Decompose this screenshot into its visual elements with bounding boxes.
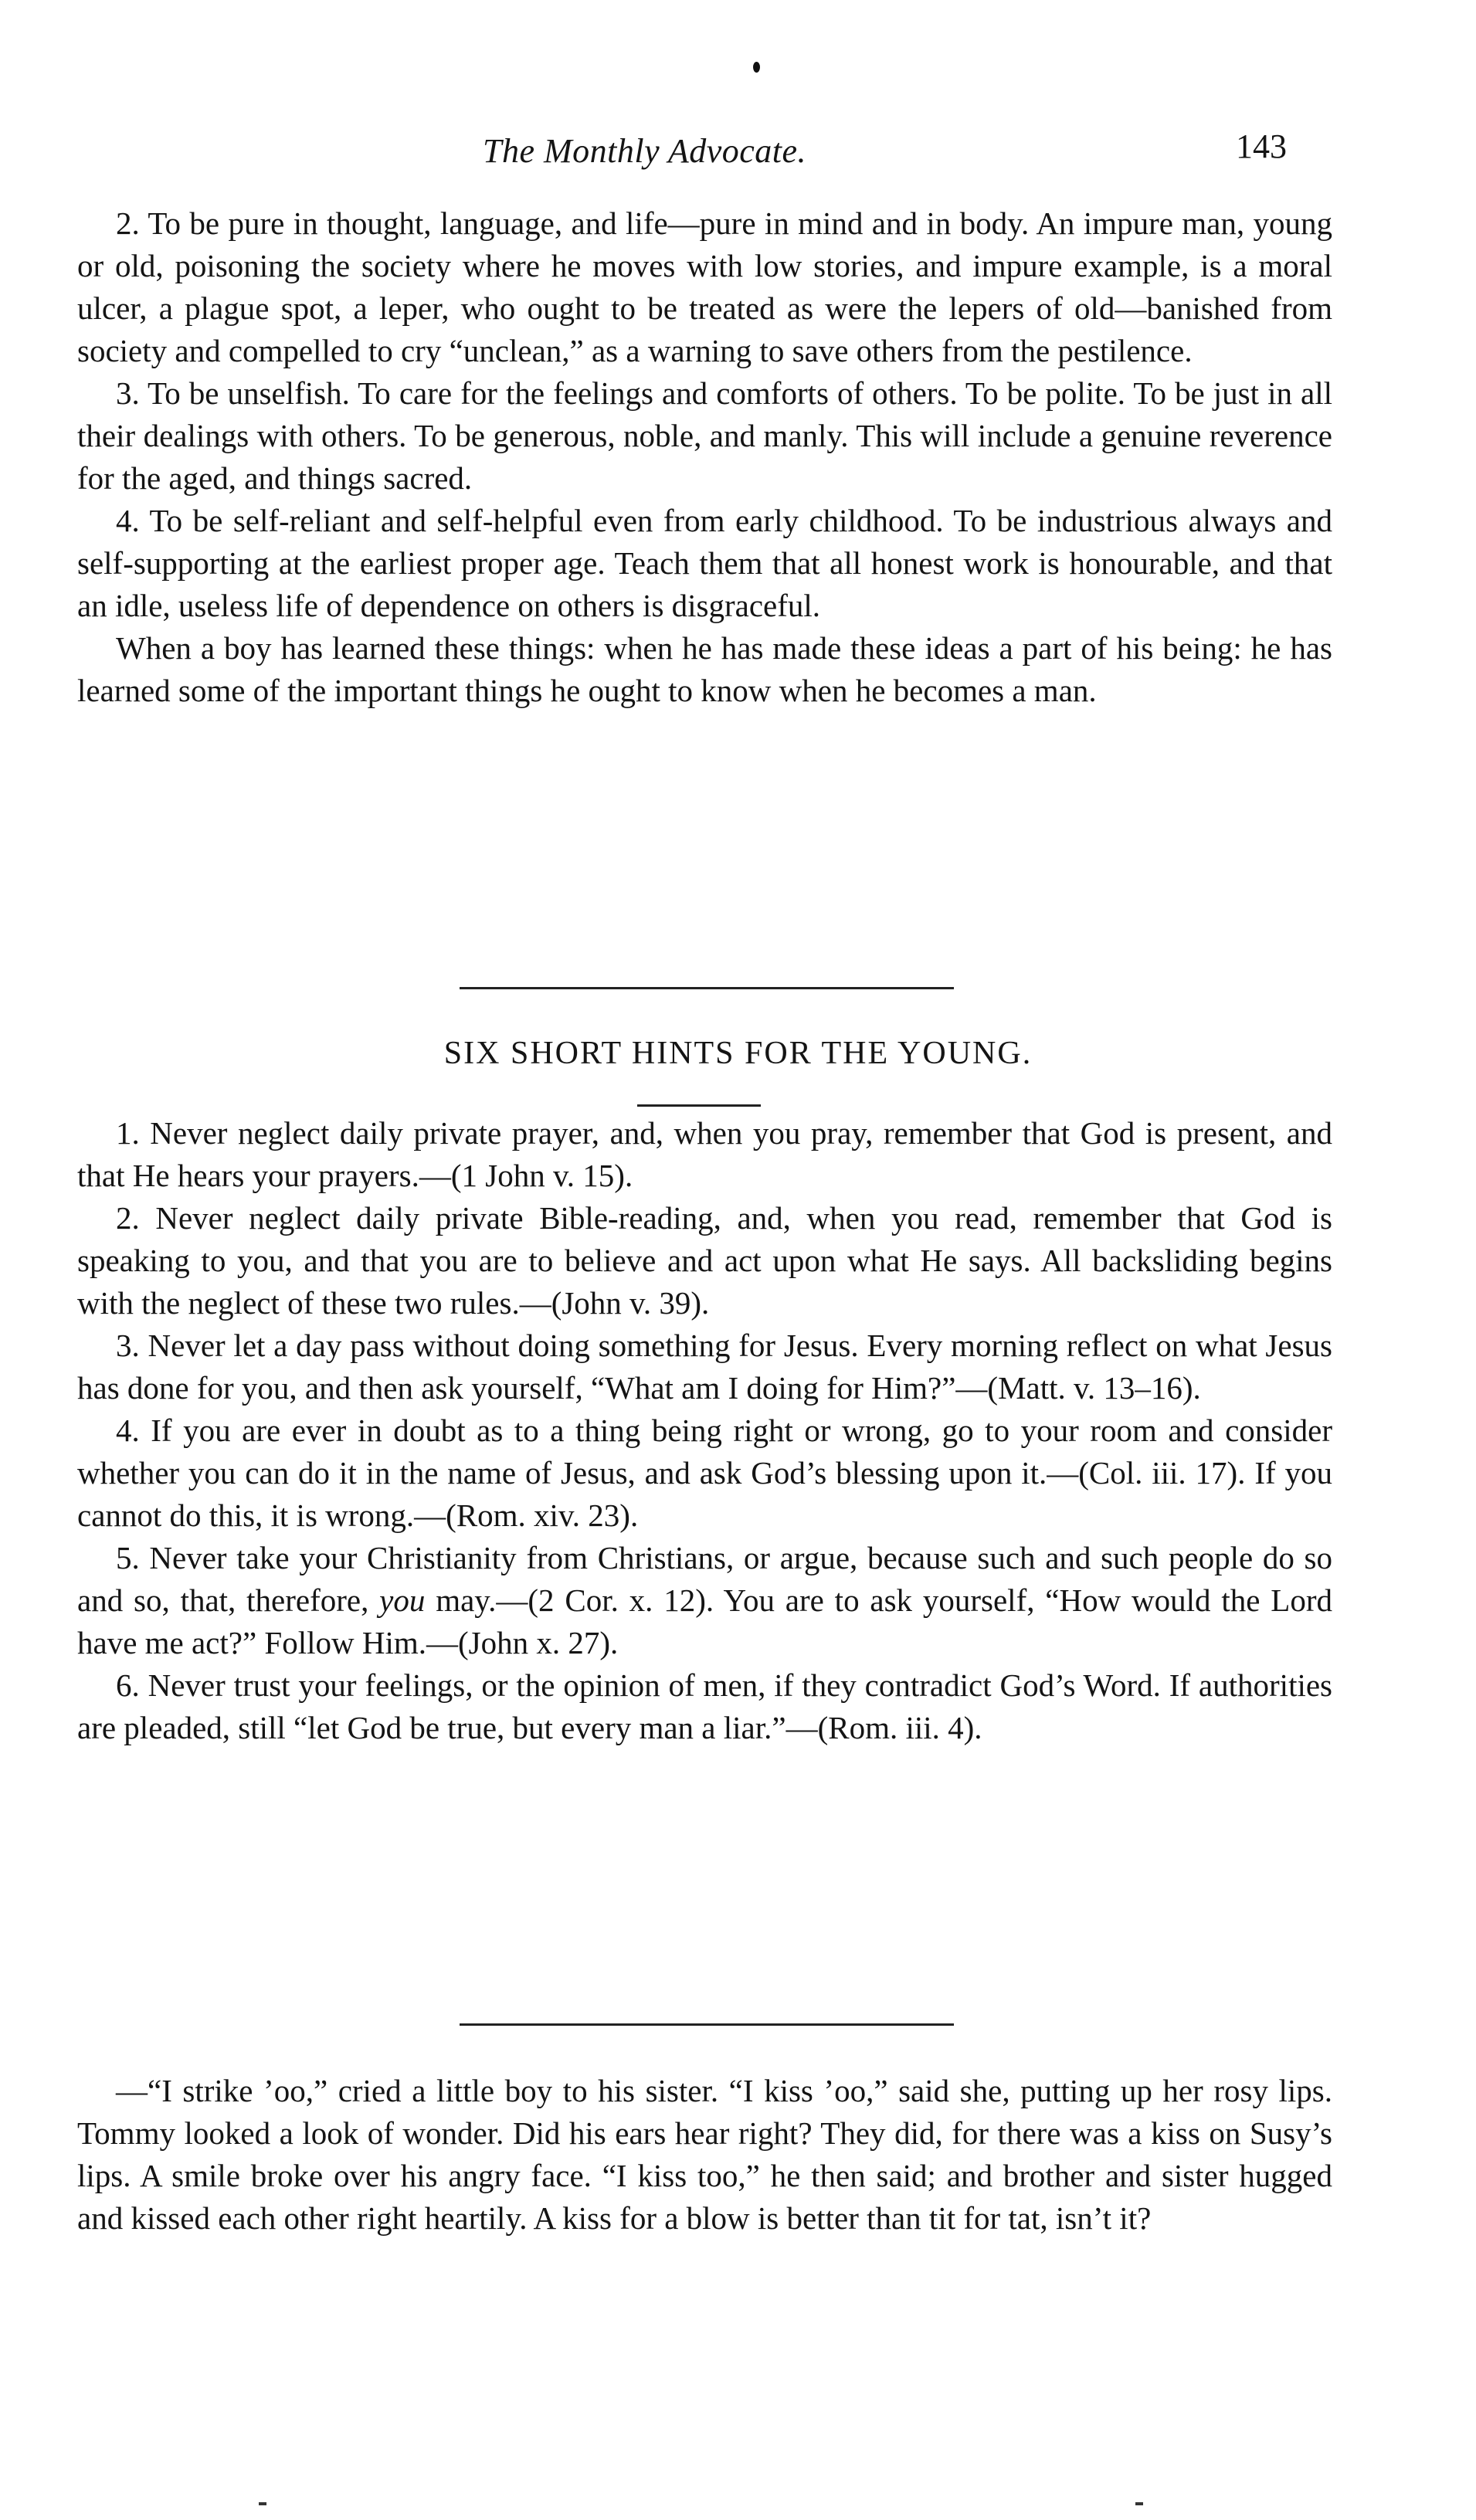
hint-6: 6. Never trust your feelings, or the opinion of men, if they contradict God’s Word. If authorities are pleaded, still “let God be true, but every man a liar.”—(Rom. iii. 4). bbox=[77, 1667, 1332, 1745]
anecdote-paragraph: —“I strike ’oo,” cried a little boy to his sister. “I kiss ’oo,” said she, putting up her rosy lips. Tommy looked a look of wonder. Did his ears hear right? They did, for there was a kiss on Susy’s lips. A smile broke over his angry face. “I kiss too,” he then said; and brother and sister hugged and kissed each other right heartily. A kiss for a blow is better than tit for tat, isn’t it? bbox=[77, 2073, 1332, 2236]
print-mark bbox=[1135, 2502, 1143, 2505]
print-mark bbox=[259, 2502, 266, 2505]
page-number: 143 bbox=[1236, 127, 1287, 165]
paragraph-conclusion: When a boy has learned these things: when he has made these ideas a part of his being: he has learned some of the important things he ought to know when he becomes a man. bbox=[77, 630, 1332, 708]
emphasis-you: you bbox=[379, 1582, 426, 1618]
section-virtues bbox=[77, 202, 1332, 712]
journal-title: The Monthly Advocate. bbox=[483, 132, 807, 170]
running-head bbox=[0, 122, 1476, 176]
section-heading: SIX SHORT HINTS FOR THE YOUNG. bbox=[443, 1036, 1033, 1071]
hint-4: 4. If you are ever in doubt as to a thing being right or wrong, go to your room and consider whether you can do it in the name of Jesus, and ask God’s blessing upon it.—(Col. iii. 17). If you cannot do this, it is wrong.—(Rom. xiv. 23). bbox=[77, 1413, 1332, 1533]
section-divider bbox=[460, 2023, 954, 2026]
heading-underline bbox=[637, 1104, 761, 1107]
hint-5: 5. Never take your Christianity from Christians, or argue, because such and such people do so and so, that, therefore, you may.—(2 Cor. x. 12). You are to ask yourself, “How would the Lord have me act?” Follow Him.—(John x. 27). bbox=[77, 1540, 1332, 1660]
section-anecdote bbox=[77, 2070, 1332, 2240]
hint-3: 3. Never let a day pass without doing something for Jesus. Every morning reflect on what Jesus has done for you, and then ask yourself, “What am I doing for Him?”—(Matt. v. 13–16). bbox=[77, 1328, 1332, 1406]
section-hints bbox=[77, 1112, 1332, 1749]
paragraph-unselfish: 3. To be unselfish. To care for the feelings and comforts of others. To be polite. To be just in all their dealings with others. To be generous, noble, and manly. This will include a genuine reverence for the aged, and things sacred. bbox=[77, 375, 1332, 496]
hint-2: 2. Never neglect daily private Bible-reading, and, when you read, remember that God is speaking to you, and that you are to believe and act upon what He says. All backsliding begins with the neglect of these two rules.—(John v. 39). bbox=[77, 1200, 1332, 1321]
paragraph-self-reliant: 4. To be self-reliant and self-helpful even from early childhood. To be industrious always and self-supporting at the earliest proper age. Teach them that all honest work is honourable, and that an idle, useless life of dependence on others is disgraceful. bbox=[77, 503, 1332, 623]
section-divider bbox=[460, 987, 954, 989]
hint-1: 1. Never neglect daily private prayer, and, when you pray, remember that God is present, and that He hears your prayers.—(1 John v. 15). bbox=[77, 1115, 1332, 1193]
paragraph-purity: 2. To be pure in thought, language, and life—pure in mind and in body. An impure man, young or old, poisoning the society where he moves with low stories, and impure example, is a moral ulcer, a plague spot, a leper, who ought to be treated as were the lepers of old—banished from society and compelled to cry “unclean,” as a warning to save others from the pestilence. bbox=[77, 205, 1332, 368]
ink-dot bbox=[753, 62, 760, 73]
